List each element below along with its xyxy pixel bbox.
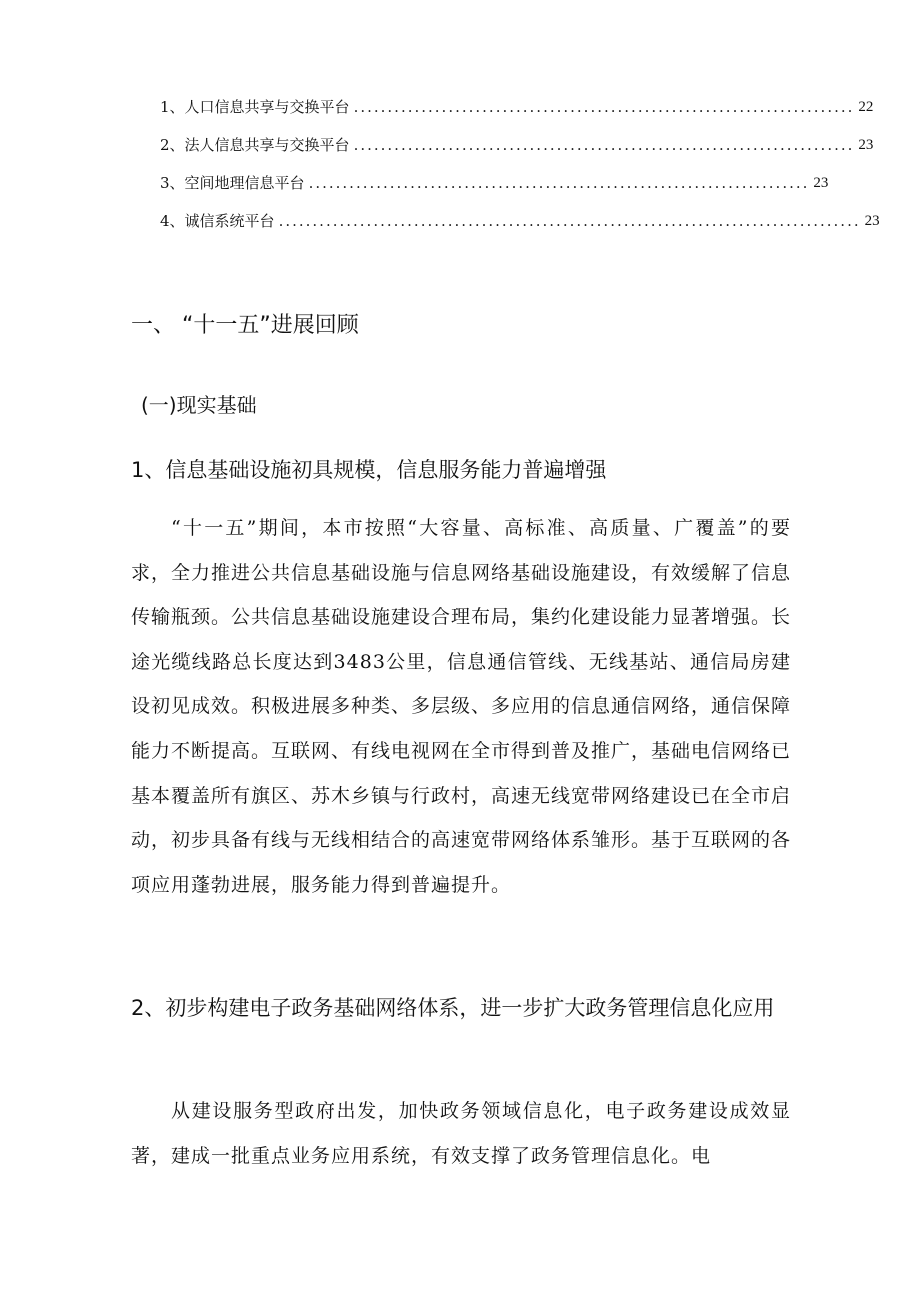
toc-entry-number: 4、	[160, 212, 185, 230]
toc-entry-page: 23	[858, 137, 874, 153]
toc-entry[interactable]	[160, 96, 874, 118]
toc-entry[interactable]	[160, 134, 874, 156]
toc-dot-leader: ..........................................................................	[353, 136, 855, 154]
subsection-heading-1: 1、信息基础设施初具规模，信息服务能力普遍增强	[131, 458, 607, 482]
toc-entry-page: 22	[858, 99, 874, 115]
toc-entry-page: 23	[864, 213, 880, 229]
toc-entry-number: 3、	[160, 174, 185, 192]
toc-entry-title: 人口信息共享与交换平台	[184, 98, 350, 116]
toc-entry-number: 1、	[160, 98, 185, 116]
toc-entry-title: 诚信系统平台	[184, 212, 275, 230]
toc-dot-leader: ......................................................................................	[278, 212, 861, 230]
chapter-heading: 一、 “十一五”进展回顾	[131, 313, 359, 338]
toc-entry-number: 2、	[160, 136, 185, 154]
body-paragraph-1: “十一五”期间，本市按照“大容量、高标准、高质量、广覆盖”的要求，全力推进公共信息基础设施与信息网络基础设施建设，有效缓解了信息传输瓶颈。公共信息基础设施建设合理布局，集约化建设能力显著增强。长途光缆线路总长度达到3483公里，信息通信管线、无线基站、通信局房建设初见成效。积极进展多种类、多层级、多应用的信息通信网络，通信保障能力不断提高。互联网、有线电视网在全市得到普及推广，基础电信网络已基本覆盖所有旗区、苏木乡镇与行政村，高速无线宽带网络建设已在全市启动，初步具备有线与无线相结合的高速宽带网络体系雏形。基于互联网的各项应用蓬勃进展，服务能力得到普遍提升。	[131, 517, 792, 896]
toc-entry-title: 空间地理信息平台	[184, 174, 305, 192]
toc-entry-title: 法人信息共享与交换平台	[184, 136, 350, 154]
toc-entry[interactable]	[160, 172, 829, 194]
toc-entry-page: 23	[813, 175, 829, 191]
subsection-heading-2: 2、初步构建电子政务基础网络体系，进一步扩大政务管理信息化应用	[131, 996, 775, 1020]
body-paragraph-2: 从建设服务型政府出发，加快政务领域信息化，电子政务建设成效显著，建成一批重点业务应用系统，有效支撑了政务管理信息化。电	[131, 1100, 791, 1167]
toc-dot-leader: ..........................................................................	[308, 174, 810, 192]
toc-dot-leader: ..........................................................................	[353, 98, 855, 116]
section-heading: (一)现实基础	[141, 393, 257, 417]
toc-entry[interactable]	[160, 210, 880, 232]
